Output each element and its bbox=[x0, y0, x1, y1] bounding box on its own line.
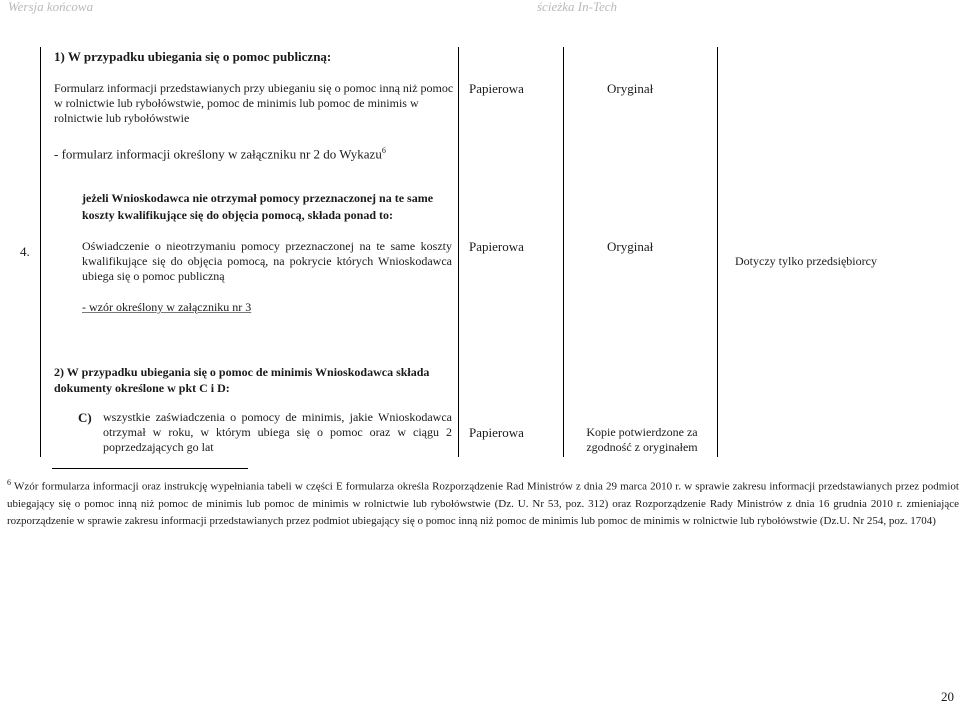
item4-template-note: - wzór określony w załączniku nr 3 bbox=[82, 300, 252, 314]
form-document-type-cell: Oryginał bbox=[607, 81, 654, 96]
item-c-type-line2: zgodność z oryginałem bbox=[586, 440, 698, 454]
table-column-divider bbox=[458, 47, 459, 457]
item4-condition: jeżeli Wnioskodawca nie otrzymał pomocy przeznaczonej na te same koszty kwalifikujące się do objęcia pomocą, składa ponad to: bbox=[82, 191, 434, 222]
form-description: Formularz informacji przedstawianych przy ubieganiu się o pomoc inną niż pomoc w rolnictwie lub rybołówstwie, pomoc de minimis lub pomoc de minimis w rolnictwie lub rybołówstwie bbox=[54, 81, 454, 125]
item4-format-cell: Papierowa bbox=[469, 239, 524, 254]
item-c-text: wszystkie zaświadczenia o pomocy de minimis, jakie Wnioskodawca otrzymał w roku, w którym ubiega się o pomoc oraz w ciągu 2 poprzedzających go lat bbox=[103, 410, 452, 454]
table-column-divider bbox=[40, 47, 41, 457]
item-c-format-cell: Papierowa bbox=[469, 425, 524, 440]
item-c-type-line1: Kopie potwierdzone za bbox=[586, 425, 698, 439]
table-column-divider bbox=[717, 47, 718, 457]
running-header-right: ścieżka In-Tech bbox=[537, 0, 618, 14]
form-format-cell: Papierowa bbox=[469, 81, 524, 96]
footnote-separator bbox=[52, 468, 248, 469]
footnote-text: Wzór formularza informacji oraz instrukcję wypełniania tabeli w części E formularza określa Rozporządzenie Rad Ministrów z dnia 29 marca 2010 r. w sprawie zakresu informacji przedstawianych przez podmiot ubiegający się o pomoc inną niż pomoc de minimis lub pomoc de minimis w rolnictwie lub rybołówstwie (Dz. U. Nr 53, poz. 312) oraz Rozporządzenie Rady Ministrów z dnia 16 grudnia 2010 r. zmieniające rozporządzenie w sprawie zakresu informacji przedstawianych przez podmiot ubiegający się o pomoc inną niż pomoc de minimis lub pomoc de minimis w rolnictwie lub rybołówstwie (Dz.U. Nr 254, poz. 1704) bbox=[7, 480, 959, 527]
item-c-label: C) bbox=[78, 410, 92, 425]
footnote-reference: 6 bbox=[381, 146, 386, 155]
footnote-mark: 6 bbox=[7, 478, 11, 487]
section2-title: 2) W przypadku ubiegania się o pomoc de minimis Wnioskodawca składa dokumenty określone w pkt C i D: bbox=[54, 365, 430, 395]
page-number: 20 bbox=[941, 689, 954, 704]
form-note-text: - formularz informacji określony w załączniku nr 2 do Wykazu bbox=[54, 146, 382, 162]
section1-title: 1) W przypadku ubiegania się o pomoc publiczną: bbox=[54, 49, 332, 64]
item4-remarks-cell: Dotyczy tylko przedsiębiorcy bbox=[735, 254, 877, 268]
running-header-left: Wersja końcowa bbox=[8, 0, 94, 14]
item-number: 4. bbox=[20, 244, 30, 259]
item-c-document-type-cell bbox=[568, 425, 716, 455]
table-column-divider bbox=[563, 47, 564, 457]
form-note bbox=[54, 143, 386, 161]
footnote bbox=[7, 474, 959, 530]
item4-document-type-cell: Oryginał bbox=[607, 239, 654, 254]
item4-statement: Oświadczenie o nieotrzymaniu pomocy przeznaczonej na te same koszty kwalifikujące się do objęcia pomocą, na pokrycie których Wnioskodawca ubiega się o pomoc publiczną bbox=[82, 239, 452, 283]
